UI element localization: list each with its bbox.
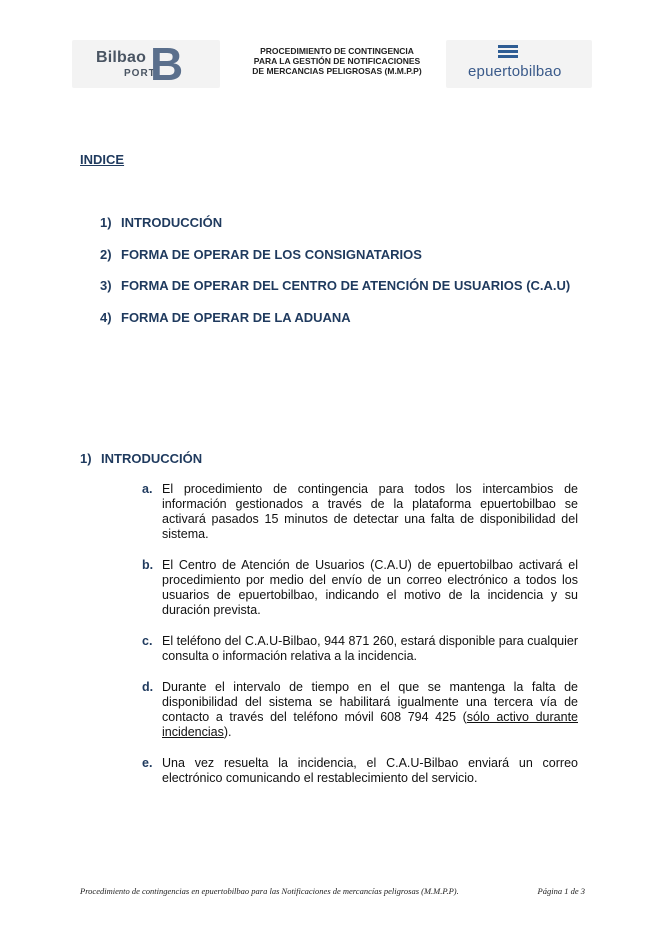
page-number: Página 1 de 3 xyxy=(537,886,585,896)
item-text: Una vez resuelta la incidencia, el C.A.U-Bilbao enviará un correo electrónico comunicando el restablecimiento del servicio. xyxy=(162,756,578,785)
section-number: 1) xyxy=(80,451,92,466)
toc-number: 1) xyxy=(100,215,112,230)
item-letter: e. xyxy=(142,756,153,770)
item-letter: c. xyxy=(142,634,153,648)
toc-number: 4) xyxy=(100,309,112,325)
logo-mark: B xyxy=(150,38,184,90)
section-title-text: INTRODUCCIÓN xyxy=(101,451,203,466)
toc-label: FORMA DE OPERAR DE LOS CONSIGNATARIOS xyxy=(121,246,422,262)
document-header-title xyxy=(232,46,442,76)
header-title-line: DE MERCANCIAS PELIGROSAS (M.M.P.P) xyxy=(252,66,422,76)
item-letter: d. xyxy=(142,680,154,694)
item-letter: b. xyxy=(142,558,154,572)
item-text: El procedimiento de contingencia para todos los intercambios de información gestionados a través de la plataforma epuertobilbao se activará pasados 15 minutos de detectar una falta de disponibilidad del sistema. xyxy=(162,482,578,541)
header-title-line: PROCEDIMIENTO DE CONTINGENCIA xyxy=(260,46,414,56)
bilbao-port-logo xyxy=(72,40,220,88)
item-text: El teléfono del C.A.U-Bilbao, 944 871 260, estará disponible para cualquier consulta o información relativa a la incidencia. xyxy=(162,634,578,663)
list-item xyxy=(140,558,578,618)
waves-logo-icon xyxy=(498,44,518,62)
item-text xyxy=(162,680,578,740)
toc-label: INTRODUCCIÓN xyxy=(121,215,223,230)
logo-word: Bilbao xyxy=(96,49,147,66)
list-item xyxy=(140,634,578,664)
item-text: El Centro de Atención de Usuarios (C.A.U) de epuertobilbao activará el procedimiento por medio del envío de un correo electrónico a todos los usuarios de epuertobilbao, indicando el motivo de la incidencia y su duración prevista. xyxy=(162,558,578,617)
toc-label: FORMA DE OPERAR DE LA ADUANA xyxy=(121,309,351,325)
table-of-contents xyxy=(100,215,620,341)
toc-item[interactable] xyxy=(100,310,620,342)
toc-item[interactable] xyxy=(100,278,620,310)
toc-number: 2) xyxy=(100,246,112,262)
page-header xyxy=(72,40,592,88)
index-title: INDICE xyxy=(80,152,125,167)
item-text-underlined: sólo activo durante incidencias xyxy=(162,710,578,739)
section-items xyxy=(140,482,578,802)
toc-item[interactable] xyxy=(100,215,620,247)
section-heading xyxy=(80,451,202,466)
epuertobilbao-logo xyxy=(446,40,592,88)
list-item xyxy=(140,482,578,542)
toc-number: 3) xyxy=(100,278,112,293)
toc-item[interactable] xyxy=(100,247,620,279)
list-item xyxy=(140,756,578,786)
logo-word: epuertobilbao xyxy=(468,63,562,80)
item-text-part: ). xyxy=(223,725,232,739)
list-item xyxy=(140,680,578,740)
header-title-line: PARA LA GESTIÓN DE NOTIFICACIONES xyxy=(253,56,421,66)
item-letter: a. xyxy=(142,482,153,496)
page-footer xyxy=(80,886,585,900)
logo-sub: PORT xyxy=(124,68,156,79)
item-text-part: Durante el intervalo de tiempo en el que se mantenga la falta de disponibilidad del sistema se habilitará igualmente una tercera vía de contacto a través del teléfono móvil 608 794 425 ( xyxy=(162,680,578,724)
toc-label: FORMA DE OPERAR DEL CENTRO DE ATENCIÓN DE USUARIOS (C.A.U) xyxy=(121,278,571,293)
footer-text: Procedimiento de contingencias en epuertobilbao para las Notificaciones de mercancías peligrosas (M.M.P.P). xyxy=(80,886,459,896)
